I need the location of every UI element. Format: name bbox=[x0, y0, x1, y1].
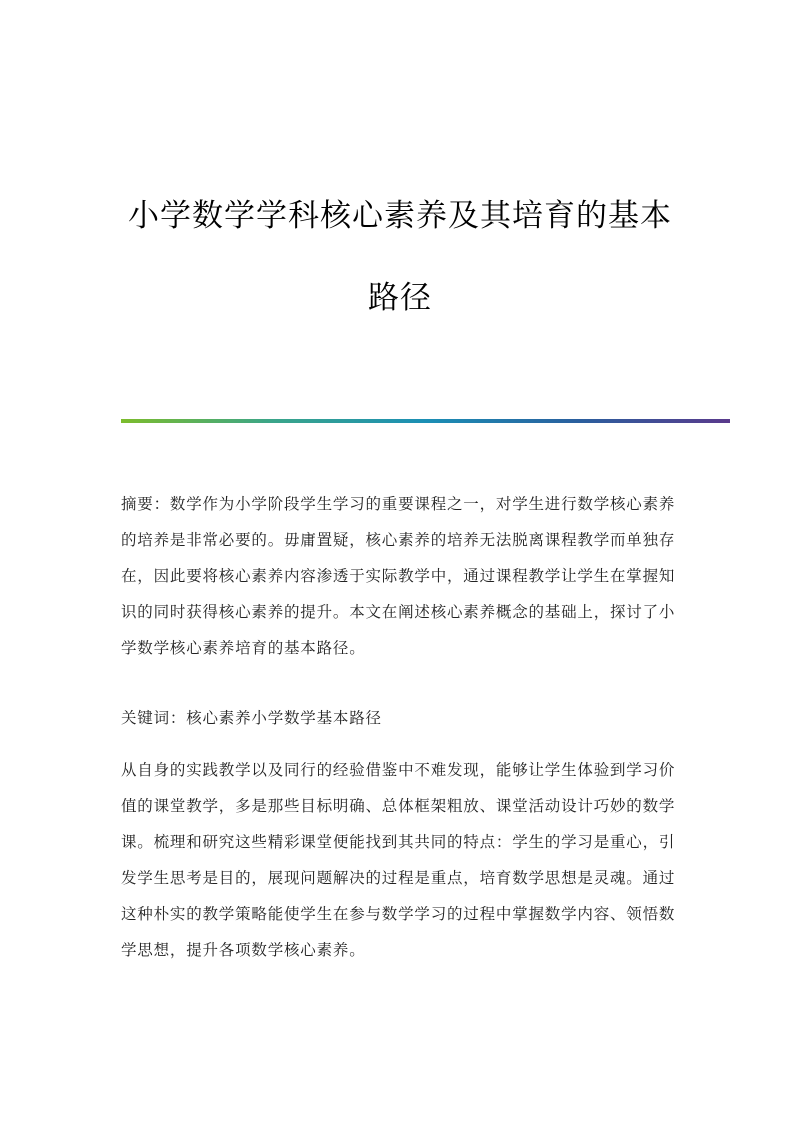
paragraph-line: 值的课堂教学，多是那些目标明确、总体框架粗放、课堂活动设计巧妙的数学 bbox=[121, 797, 676, 815]
document-title-line-1: 小学数学学科核心素养及其培育的基本 bbox=[128, 198, 672, 234]
abstract-line: 识的同时获得核心素养的提升。本文在阐述核心素养概念的基础上，探讨了小 bbox=[121, 603, 676, 621]
paragraph-line: 学思想，提升各项数学核心素养。 bbox=[121, 941, 366, 959]
abstract-block bbox=[121, 486, 681, 666]
document-title-line-2: 路径 bbox=[368, 280, 432, 316]
paragraph-line: 发学生思考是目的，展现问题解决的过程是重点，培育数学思想是灵魂。通过 bbox=[121, 869, 676, 887]
keywords-line: 关键词：核心素养小学数学基本路径 bbox=[121, 709, 382, 727]
abstract-line: 在，因此要将核心素养内容渗透于实际教学中，通过课程教学让学生在掌握知 bbox=[121, 567, 676, 585]
body-paragraph bbox=[121, 752, 681, 968]
paragraph-line: 从自身的实践教学以及同行的经验借鉴中不难发现，能够让学生体验到学习价 bbox=[121, 761, 676, 779]
keywords-block bbox=[121, 700, 681, 736]
paragraph-line: 这种朴实的教学策略能使学生在参与数学学习的过程中掌握数学内容、领悟数 bbox=[121, 905, 676, 923]
abstract-line: 摘要：数学作为小学阶段学生学习的重要课程之一，对学生进行数学核心素养 bbox=[121, 495, 676, 513]
abstract-line: 的培养是非常必要的。毋庸置疑，核心素养的培养无法脱离课程教学而单独存 bbox=[121, 531, 676, 549]
title-divider-rule bbox=[121, 419, 730, 423]
paragraph-line: 课。梳理和研究这些精彩课堂便能找到其共同的特点：学生的学习是重心，引 bbox=[121, 833, 676, 851]
abstract-line: 学数学核心素养培育的基本路径。 bbox=[121, 639, 366, 657]
